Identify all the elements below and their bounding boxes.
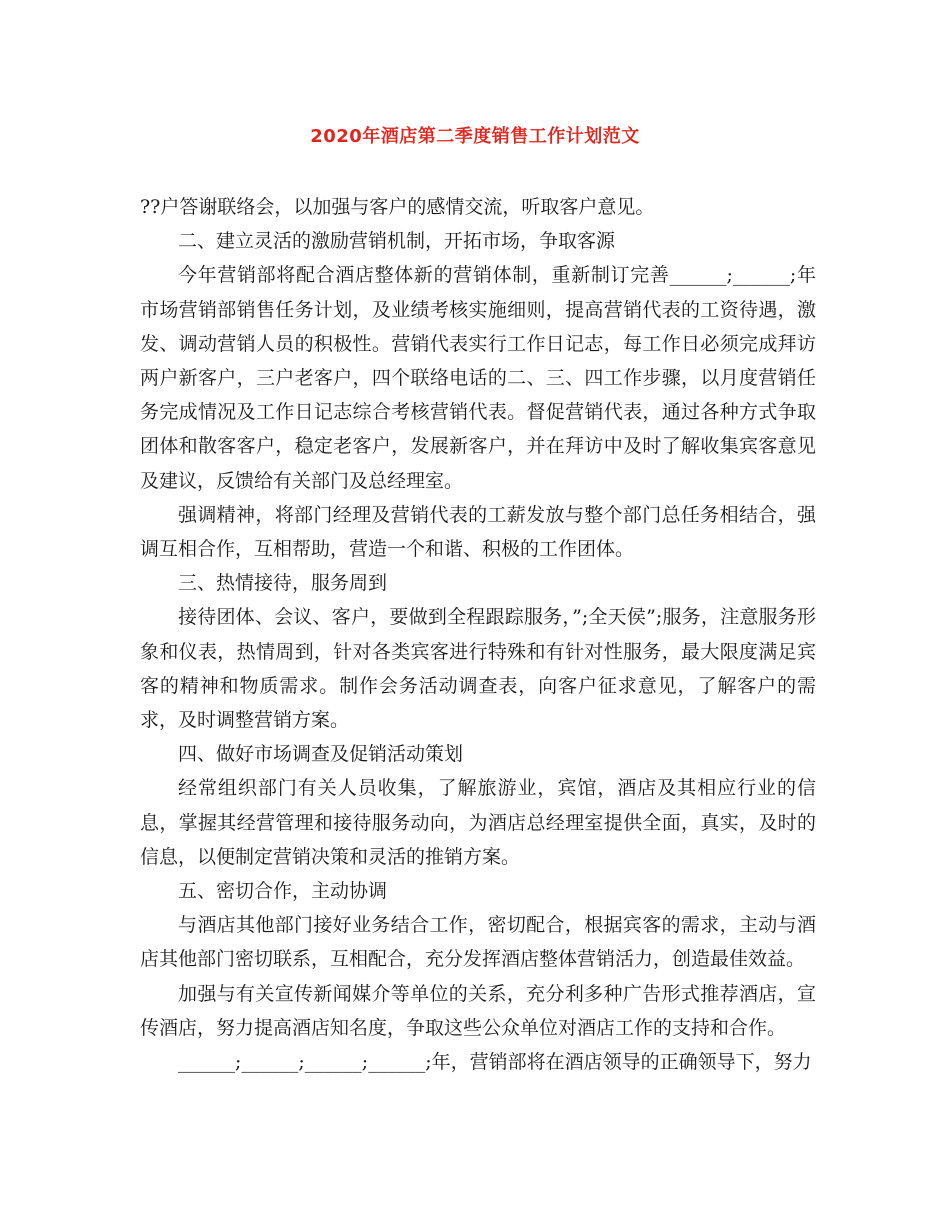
paragraph: 加强与有关宣传新闻媒介等单位的关系，充分利多种广告形式推荐酒店，宣传酒店，努力提高酒店知名度，争取这些公众单位对酒店工作的支持和合作。 — [140, 982, 816, 1039]
paragraph: 今年营销部将配合酒店整体新的营销体制，重新制订完善______;______;年市场营销部销售任务计划，及业绩考核实施细则，提高营销代表的工资待遇，激发、调动营销人员的积极性。营销代表实行工作日记志，每工作日必须完成拜访两户新客户，三户老客户，四个联络电话的二、三、四工作步骤，以月度营销任务完成情况及工作日记志综合考核营销代表。督促营销代表，通过各种方式争取团体和散客客户，稳定老客户，发展新客户，并在拜访中及时了解收集宾客意见及建议，反馈给有关部门及总经理室。 — [140, 264, 816, 492]
document-title: 2020年酒店第二季度销售工作计划范文 — [310, 126, 640, 147]
paragraph: 经常组织部门有关人员收集，了解旅游业，宾馆，酒店及其相应行业的信息，掌握其经营管理和接待服务动向，为酒店总经理室提供全面，真实，及时的信息，以便制定营销决策和灵活的推销方案。 — [140, 777, 816, 868]
section-heading-4: 四、做好市场调查及促销活动策划 — [178, 743, 464, 766]
document-body — [140, 190, 816, 1079]
paragraph-trailing: ______;______;______;______;年，营销部将在酒店领导的正确领导下，努力 — [178, 1051, 812, 1074]
paragraph: 接待团体、会议、客户，要做到全程跟踪服务，”;全天侯”;服务，注意服务形象和仪表，热情周到，针对各类宾客进行特殊和有针对性服务，最大限度满足宾客的精神和物质需求。制作会务活动调查表，向客户征求意见，了解客户的需求，及时调整营销方案。 — [140, 606, 816, 732]
section-heading-2: 二、建立灵活的激励营销机制，开拓市场，争取客源 — [178, 230, 616, 253]
section-heading-3: 三、热情接待，服务周到 — [178, 572, 388, 595]
section-heading-5: 五、密切合作，主动协调 — [178, 880, 388, 903]
paragraph-continuation: ??户答谢联络会，以加强与客户的感情交流，听取客户意见。 — [140, 196, 655, 218]
paragraph: 与酒店其他部门接好业务结合工作，密切配合，根据宾客的需求，主动与酒店其他部门密切联系，互相配合，充分发挥酒店整体营销活力，创造最佳效益。 — [140, 914, 816, 971]
paragraph: 强调精神，将部门经理及营销代表的工薪发放与整个部门总任务相结合，强调互相合作，互相帮助，营造一个和谐、积极的工作团体。 — [140, 503, 816, 561]
